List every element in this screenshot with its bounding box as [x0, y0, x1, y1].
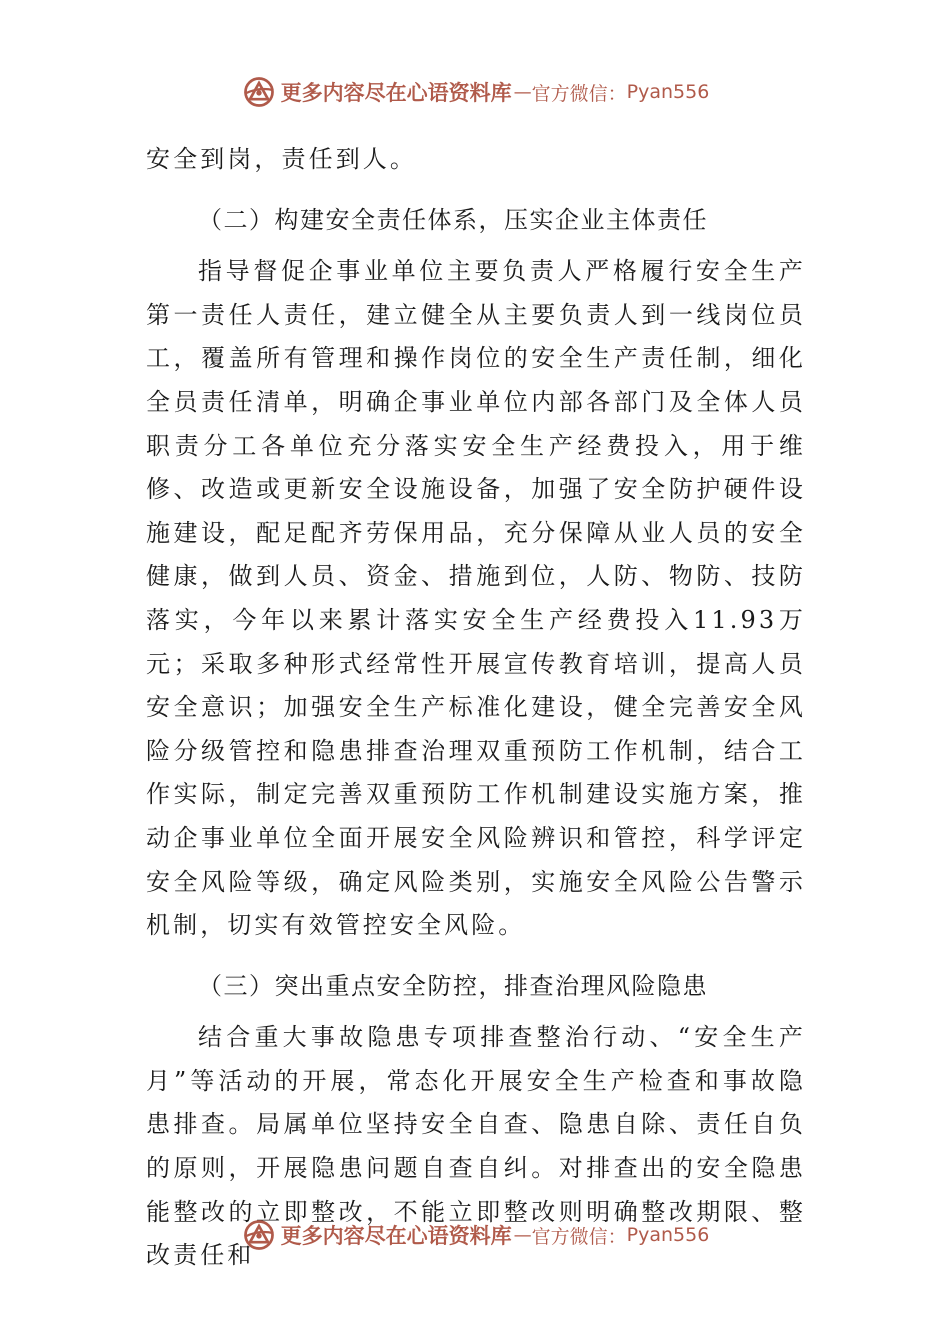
banner-wechat-id: Pyan556	[626, 81, 710, 103]
paragraph-responsibility: 指导督促企事业单位主要负责人严格履行安全生产第一责任人责任，建立健全从主要负责人到一线岗位员工，覆盖所有管理和操作岗位的安全生产责任制，细化全员责任清单，明确企事业单位内部各部门及全体人员职责分工各单位充分落实安全生产经费投入，用于维修、改造或更新安全设施设备，加强了安全防护硬件设施建设，配足配齐劳保用品，充分保障从业人员的安全健康，做到人员、资金、措施到位，人防、物防、技防落实，今年以来累计落实安全生产经费投入11.93万元；采取多种形式经常性开展宣传教育培训，提高人员安全意识；加强安全生产标准化建设，健全完善安全风险分级管控和隐患排查治理双重预防工作机制，结合工作实际，制定完善双重预防工作机制建设实施方案，推动企事业单位全面开展安全风险辨识和管控，科学评定安全风险等级，确定风险类别，实施安全风险公告警示机制，切实有效管控安全风险。	[146, 257, 806, 940]
banner-wechat-label: 官方微信：	[531, 82, 627, 105]
banner-brand: 更多内容尽在心语资料库	[280, 1223, 512, 1248]
banner-separator: —	[513, 81, 532, 103]
logo-icon	[241, 1217, 277, 1253]
section-heading-3: （三）突出重点安全防控，排查治理风险隐患	[198, 971, 708, 1000]
footer-banner	[0, 1215, 950, 1255]
banner-separator: —	[513, 1224, 532, 1246]
section-heading-2: （二）构建安全责任体系，压实企业主体责任	[198, 205, 708, 234]
header-banner	[0, 72, 950, 112]
banner-brand: 更多内容尽在心语资料库	[280, 80, 512, 105]
banner-wechat-label: 官方微信：	[531, 1225, 627, 1248]
document-body	[146, 138, 806, 1278]
paragraph-continuation: 安全到岗，责任到人。	[146, 145, 417, 173]
logo-icon	[241, 74, 277, 110]
banner-wechat-id: Pyan556	[626, 1224, 710, 1246]
paragraph-inspection: 结合重大事故隐患专项排查整治行动、“安全生产月”等活动的开展，常态化开展安全生产检查和事故隐患排查。局属单位坚持安全自查、隐患自除、责任自负的原则，开展隐患问题自查自纠。对排查出的安全隐患能整改的立即整改，不能立即整改则明确整改期限、整改责任和	[146, 1023, 806, 1270]
